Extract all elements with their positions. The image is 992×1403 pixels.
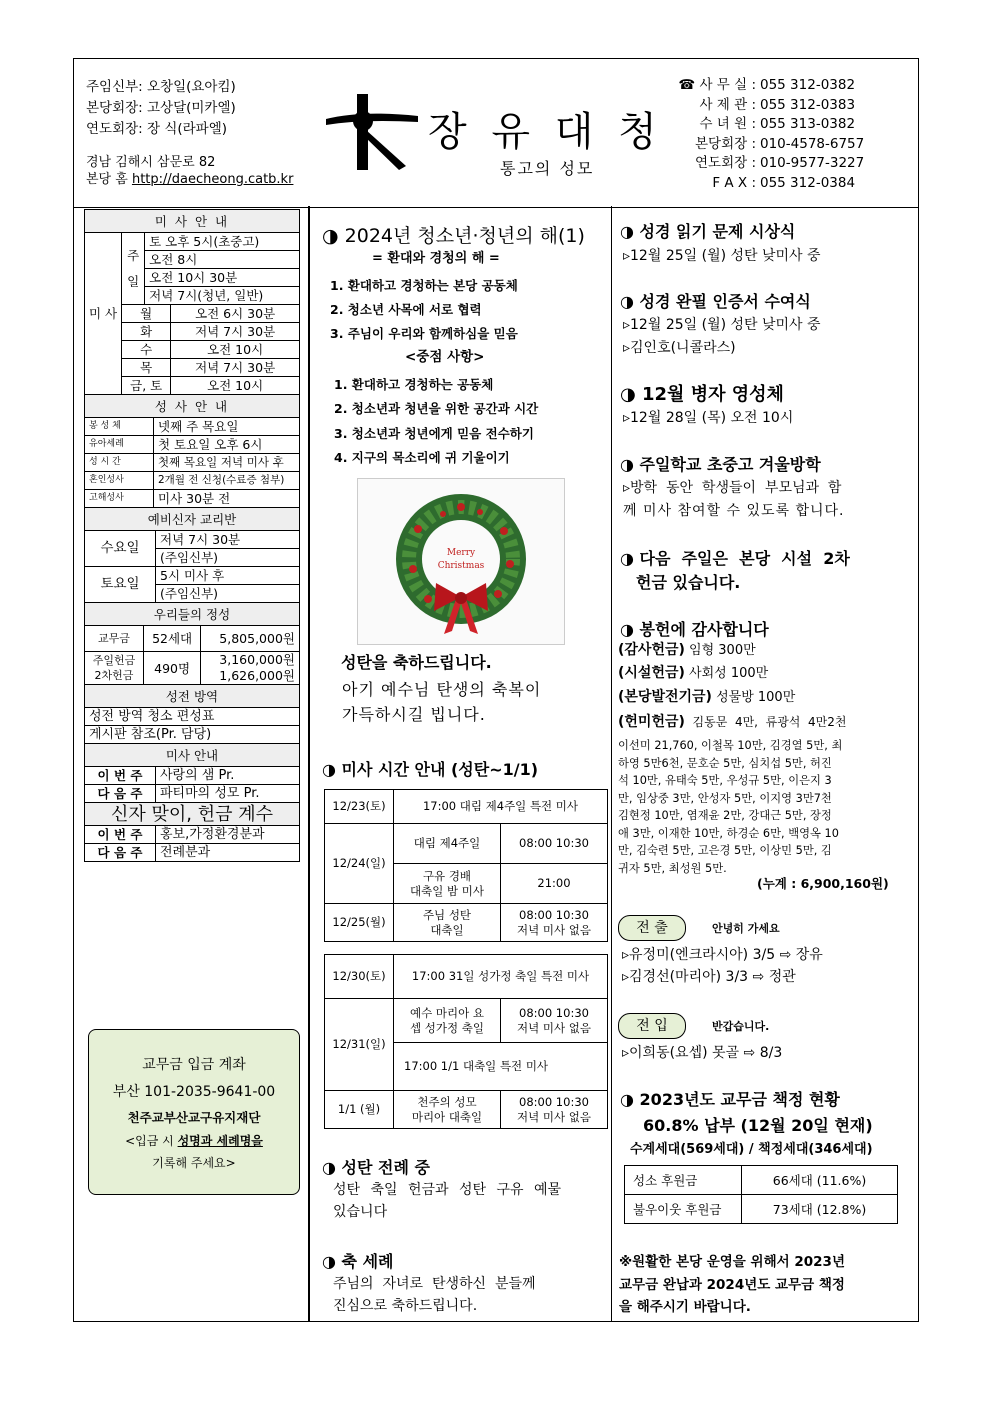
baptism-title-text: 축 세례: [341, 1252, 394, 1271]
mass-label: 미 사: [85, 233, 122, 395]
mt-time: 저녁 미사 없음: [517, 922, 591, 937]
mt-date: 1/1 (월): [325, 1091, 394, 1129]
thanks-row-3: [618, 688, 795, 707]
second-collection-title-2: 헌금 있습니다.: [636, 573, 741, 592]
baptism-title: [322, 1249, 394, 1272]
contact-value: 055 312-0384: [760, 174, 856, 191]
account-note-text: <입금 시: [125, 1134, 178, 1148]
contact-row: [650, 135, 864, 155]
dues-status-sub: 60.8% 납부 (12월 20일 현재): [643, 1116, 873, 1135]
parish-head-line: 본당회장: 고상달(미카엘): [86, 100, 236, 116]
offering-table: [84, 602, 300, 685]
wreath-icon: [358, 479, 564, 644]
thanks-label: (헌미헌금): [618, 714, 685, 730]
account-note: [89, 1132, 299, 1149]
half-circle-icon: ◑: [620, 1090, 634, 1109]
dues-status-title-text: 2023년도 교무금 책정 현황: [639, 1090, 840, 1109]
liturgy-line-1: 성탄 축일 헌금과 성탄 구유 예물: [333, 1182, 562, 1198]
bible-copy-title: [620, 289, 811, 312]
sacrament-table: [84, 394, 300, 508]
baptism-line-2: 진심으로 축하드립니다.: [333, 1298, 478, 1314]
col-divider-1: [308, 206, 310, 1322]
notice-line-2: 교무금 완납과 2024년도 교무금 책정: [619, 1277, 845, 1293]
thanks-value: 사회성 100만: [684, 666, 769, 681]
contact-row: [650, 96, 864, 116]
second-collection-title-text: 다음 주일은 본당 시설 2차: [639, 549, 850, 568]
xmas-greeting-line-2: 가득하시길 빕니다.: [342, 705, 486, 724]
bible-copy-title-text: 성경 완필 인증서 수여식: [639, 292, 811, 311]
liturgy-title-text: 성탄 전례 중: [341, 1158, 430, 1177]
focus-item-3: 3. 청소년과 청년에게 믿음 전수하기: [334, 426, 534, 441]
thanks-line: 하영 5만6천, 문호순 5만, 심치섭 5만, 허진: [618, 756, 832, 770]
transfer-out-badge: [618, 915, 686, 941]
parish-title: 장 유 대 청: [428, 109, 663, 155]
transfer-out-item-2: ▹김경선(마리아) 3/3 ⇨ 정관: [622, 969, 796, 985]
thanks-line: 김현정 10만, 염재윤 2만, 강대근 5만, 장정: [618, 809, 832, 822]
cross-logo-icon: [322, 92, 422, 172]
altar-line: 게시판 참조(Pr. 담당): [85, 726, 300, 744]
weekday-tue-time: 저녁 7시 30분: [171, 323, 300, 341]
thanks-total: (누계 : 6,900,160원): [757, 876, 889, 891]
notice-line-1: ※원활한 본당 운영을 위해서 2023년: [619, 1254, 845, 1270]
youth-year-title: [322, 221, 585, 248]
homepage-label: 본당 홈: [86, 172, 128, 187]
address-line: 경남 김해시 삼문로 82: [86, 155, 216, 170]
contact-list: [650, 76, 864, 193]
contact-value: 010-4578-6757: [760, 135, 865, 152]
half-circle-icon: ◑: [620, 455, 634, 474]
transfer-in-label: 전 입: [636, 1018, 668, 1034]
welcome-title: 신자 맞이, 헌금 계수: [85, 803, 300, 826]
focus-item-1: 1. 환대하고 경청하는 공동체: [334, 377, 494, 392]
offering-amount: 5,805,000원: [201, 626, 300, 652]
christmas-wreath-image: [357, 478, 565, 645]
thanks-list: [618, 737, 908, 877]
bible-quiz-line: ▹12월 25일 (월) 성탄 낮미사 중: [623, 248, 821, 264]
mt-desc: 구유 경배: [422, 868, 472, 883]
contact-value: 055 312-0383: [760, 96, 856, 113]
contact-label: 수 녀 원 :: [699, 116, 756, 132]
contact-label: 사 제 관 :: [699, 96, 756, 113]
thanks-line: 석 10만, 유태숙 5만, 우성규 5만, 이은지 3: [618, 774, 832, 787]
dues-status-sub2: 수계세대(569세대) / 책정세대(346세대): [630, 1142, 873, 1157]
mt-desc: 17:00 대림 제4주일 특전 미사: [394, 790, 608, 824]
support-value: 66세대 (11.6%): [742, 1166, 898, 1195]
account-number: 부산 101-2035-9641-00: [112, 1084, 276, 1100]
liturgy-line-2: 있습니다: [333, 1204, 388, 1220]
altar-table: [84, 684, 300, 744]
weekday-wed-time: 오전 10시: [171, 341, 300, 359]
bible-copy-line-1: ▹12월 25일 (월) 성탄 낮미사 중: [623, 317, 821, 333]
transfer-in-greet: 반갑습니다.: [712, 1020, 770, 1033]
support-name: 불우이웃 후원금: [625, 1195, 742, 1224]
mass-schedule-table: [84, 209, 300, 395]
mt-date: 12/30(토): [325, 955, 394, 999]
contact-row: [650, 76, 864, 96]
transfer-out-greet: 안녕히 가세요: [712, 922, 780, 935]
sunday-school-title: [620, 452, 821, 475]
mt-time: 저녁 미사 없음: [517, 1109, 591, 1124]
sacrament-name: 봉 성 체: [85, 418, 154, 436]
weekday-fri-sat: 금, 토: [122, 377, 171, 395]
youth-year-title-text: 2024년 청소년·청년의 해(1): [344, 225, 585, 247]
transfer-out-item-1: ▹유정미(엔크라시아) 3/5 ⇨ 장유: [622, 947, 823, 963]
mass-guide-label: 이 번 주: [85, 767, 156, 785]
sacrament-name: 혼인성사: [85, 472, 154, 490]
xmas-greeting-line-1: 아기 예수님 탄생의 축복이: [342, 680, 542, 699]
catechumen-title: 예비신자 교리반: [85, 508, 300, 531]
liturgy-title: [322, 1155, 430, 1178]
mt-desc: 마리아 대축일: [411, 1109, 483, 1124]
sacrament-value: 미사 30분 전: [154, 490, 300, 508]
account-note-bold: 성명과 세례명을: [177, 1134, 263, 1148]
baptism-line-1: 주님의 자녀로 탄생하신 분들께: [333, 1276, 536, 1292]
sick-communion-line: ▹12월 28일 (목) 오전 10시: [623, 410, 794, 426]
mt-time: 21:00: [501, 864, 608, 904]
support-name: 성소 후원금: [625, 1166, 742, 1195]
youth-year-item-2: 2. 청소년 사목에 서로 협력: [330, 302, 482, 317]
mt-desc: 셉 성가정 축일: [410, 1020, 484, 1035]
mt-time: 08:00 10:30: [519, 1094, 589, 1109]
welcome-table: [84, 802, 300, 862]
contact-value: 010-9577-3227: [760, 155, 865, 171]
offering-amount: 1,626,000원: [219, 668, 295, 683]
bible-copy-line-2: ▹김인호(니콜라스): [623, 340, 736, 356]
contact-row: [650, 154, 864, 174]
mt-desc: 17:00 31일 성가정 축일 특전 미사: [394, 955, 608, 999]
account-box: [88, 1029, 300, 1195]
mt-date: 12/31(일): [325, 999, 394, 1091]
sunday-label: 주 일: [122, 233, 145, 305]
sidebar: [84, 209, 300, 862]
homepage-line: [86, 170, 293, 189]
sacrament-value: 첫 토요일 오후 6시: [154, 436, 300, 454]
contact-label: 연도회장 :: [694, 155, 756, 171]
mt-desc: 주님 성탄: [422, 907, 472, 922]
mt-date: 12/23(토): [325, 790, 394, 824]
thanks-value: 성물방 100만: [711, 690, 796, 705]
thanks-line: 애 3만, 이재한 10만, 하경순 6만, 백영옥 10: [618, 826, 839, 840]
youth-year-item-1: 1. 환대하고 경청하는 본당 공동체: [330, 278, 518, 293]
contact-label: F A X :: [712, 174, 756, 191]
catechumen-v2: (주임신부): [156, 549, 300, 567]
contact-value: 055 313-0382: [760, 116, 856, 132]
mt-desc: 17:00 1/1 대축일 특전 미사: [394, 1043, 608, 1091]
contact-label: 본당회장 :: [694, 135, 756, 152]
sacrament-name: 고해성사: [85, 490, 154, 508]
offering-amount: 3,160,000원: [219, 652, 295, 667]
sacrament-name: 유아세례: [85, 436, 154, 454]
mass-info-title: 미 사 안 내: [85, 210, 300, 233]
mt-date: 12/24(일): [325, 824, 394, 904]
catechumen-day: 수요일: [85, 531, 156, 567]
altar-line: 성전 방역 청소 편성표: [85, 708, 300, 726]
welcome-label: 이 번 주: [85, 826, 156, 844]
thanks-row-4: [618, 713, 846, 732]
support-table: [624, 1165, 898, 1224]
welcome-value: 홍보,가정환경분과: [156, 826, 300, 844]
offering-count: 52세대: [144, 626, 201, 652]
mt-desc: 대축일: [430, 922, 464, 937]
col-divider-2: [611, 206, 612, 1322]
welcome-label: 다 음 주: [85, 844, 156, 862]
mt-desc: 예수 마리아 요: [410, 1005, 484, 1020]
thanks-label: (감사헌금): [618, 642, 685, 658]
homepage-link[interactable]: http://daecheong.catb.kr: [131, 172, 294, 187]
wreath-text-merry: Merry: [446, 548, 476, 558]
mt-desc: 대림 제4주일: [394, 824, 501, 864]
offering-thanks-title-text: 봉헌에 감사합니다: [639, 620, 769, 639]
mass-guide-label: 다 음 주: [85, 785, 156, 803]
notice-line-3: 을 해주시기 바랍니다.: [619, 1299, 751, 1315]
contact-value: 055 312-0382: [760, 77, 856, 93]
contact-label: ☎ 사 무 실 :: [678, 77, 756, 93]
catechumen-v2: (주임신부): [156, 585, 300, 603]
thanks-row-1: [618, 641, 756, 660]
mass-guide-table: [84, 743, 300, 803]
half-circle-icon: ◑: [620, 549, 634, 568]
mass-time-table-1: [324, 789, 608, 942]
account-holder: 천주교부산교구유지재단: [127, 1110, 261, 1125]
bible-quiz-title: [620, 219, 795, 242]
mass-time-table-2: [324, 954, 608, 1129]
mt-desc: 천주의 성모: [417, 1094, 477, 1109]
transfer-out-label: 전 출: [636, 920, 668, 936]
weekday-mon: 월: [122, 305, 171, 323]
thanks-line: 만, 김숙련 5만, 고은경 5만, 이상민 5만, 김: [618, 844, 832, 857]
transfer-in-item-1: ▹이희동(요셉) 못골 ⇨ 8/3: [622, 1045, 783, 1061]
thanks-label: (본당발전기금): [618, 689, 712, 705]
thanks-row-2: [618, 664, 768, 683]
transfer-in-badge: [618, 1013, 686, 1039]
offering-label: 교무금: [85, 626, 144, 652]
sacrament-value: 넷째 주 목요일: [154, 418, 300, 436]
thanks-line: 만, 임상중 3만, 안성자 5만, 이지영 3만7천: [618, 791, 832, 805]
xmas-greeting-title: 성탄을 축하드립니다.: [341, 653, 492, 672]
youth-year-sub: = 환대와 경청의 해 =: [372, 251, 500, 266]
sick-communion-title-text: 12월 병자 영성체: [642, 384, 784, 405]
elder-line: 연도회장: 장 식(라파엘): [86, 121, 228, 137]
mass-guide-title: 미사 안내: [85, 744, 300, 767]
sunday-time-0: 토 오후 5시(초중고): [145, 233, 300, 251]
weekday-wed: 수: [122, 341, 171, 359]
contact-row: [650, 174, 864, 194]
second-collection-title: [620, 546, 850, 569]
focus-item-2: 2. 청소년과 청년을 위한 공간과 시간: [334, 401, 539, 416]
half-circle-icon: ◑: [620, 292, 634, 311]
half-circle-icon: ◑: [322, 760, 336, 779]
account-note-2: 기록해 주세요>: [152, 1156, 236, 1170]
altar-title: 성전 방역: [85, 685, 300, 708]
sunday-school-title-text: 주일학교 초중고 겨울방학: [639, 455, 821, 474]
sacrament-title: 성 사 안 내: [85, 395, 300, 418]
welcome-value: 전례분과: [156, 844, 300, 862]
weekday-thu-time: 저녁 7시 30분: [171, 359, 300, 377]
mass-guide-value: 파티마의 성모 Pr.: [156, 785, 300, 803]
thanks-value: 임형 300만: [684, 643, 756, 658]
wreath-text-christmas: Christmas: [437, 561, 485, 571]
half-circle-icon: ◑: [620, 222, 634, 241]
mt-time: 08:00 10:30: [501, 824, 608, 864]
focus-title: <중점 사항>: [405, 349, 485, 365]
sunday-school-line-2: 께 미사 참여할 수 있도록 합니다.: [623, 503, 845, 519]
account-title: 교무금 입금 계좌: [142, 1057, 246, 1073]
sunday-school-line-1: ▹방학 동안 학생들이 부모님과 함: [623, 480, 842, 496]
sacrament-value: 첫째 목요일 저녁 미사 후: [154, 454, 300, 472]
weekday-tue: 화: [122, 323, 171, 341]
mt-time: 08:00 10:30: [519, 907, 589, 922]
mass-time-title: [322, 757, 538, 780]
thanks-label: (시설헌금): [618, 665, 685, 681]
dues-status-title: [620, 1087, 840, 1110]
mt-desc: 대축일 밤 미사: [410, 883, 484, 898]
catechumen-day: 토요일: [85, 567, 156, 603]
thanks-line: 이선미 21,760, 이철목 10만, 김경열 5만, 최: [618, 739, 843, 752]
weekday-mon-time: 오전 6시 30분: [171, 305, 300, 323]
parish-subtitle: 통고의 성모: [500, 159, 595, 178]
half-circle-icon: ◑: [322, 1158, 336, 1177]
mass-guide-value: 사랑의 샘 Pr.: [156, 767, 300, 785]
sunday-time-1: 오전 8시: [145, 251, 300, 269]
sunday-time-2: 오전 10시 30분: [145, 269, 300, 287]
mt-date: 12/25(월): [325, 904, 394, 942]
sunday-time-3: 저녁 7시(청년, 일반): [145, 287, 300, 305]
half-circle-icon: ◑: [620, 620, 634, 639]
half-circle-icon: ◑: [322, 225, 339, 247]
weekday-thu: 목: [122, 359, 171, 377]
catechumen-table: [84, 507, 300, 603]
half-circle-icon: ◑: [620, 384, 636, 405]
contact-row: [650, 115, 864, 135]
mt-time: 08:00 10:30: [519, 1005, 589, 1020]
bible-quiz-title-text: 성경 읽기 문제 시상식: [639, 222, 796, 241]
support-value: 73세대 (12.8%): [742, 1195, 898, 1224]
offering-title: 우리들의 정성: [85, 603, 300, 626]
focus-item-4: 4. 지구의 목소리에 귀 기울이기: [334, 450, 510, 465]
thanks-value: 김동문 4만, 류광석 4만2천: [684, 715, 847, 729]
half-circle-icon: ◑: [322, 1252, 336, 1271]
offering-label: 2차헌금: [94, 669, 134, 682]
offering-label: 주일헌금: [92, 654, 136, 667]
offering-count: 490명: [144, 652, 201, 685]
catechumen-v1: 저녁 7시 30분: [156, 531, 300, 549]
sick-communion-title: [620, 380, 784, 406]
mt-time: 저녁 미사 없음: [517, 1020, 591, 1035]
mass-time-title-text: 미사 시간 안내 (성탄~1/1): [341, 760, 539, 779]
weekday-fri-sat-time: 오전 10시: [171, 377, 300, 395]
sacrament-name: 성 시 간: [85, 454, 154, 472]
offering-thanks-title: [620, 617, 769, 640]
sacrament-value: 2개월 전 신청(수료증 첨부): [154, 472, 300, 490]
youth-year-item-3: 3. 주님이 우리와 함께하심을 믿음: [330, 326, 518, 341]
catechumen-v1: 5시 미사 후: [156, 567, 300, 585]
pastor-line: 주임신부: 오창일(요아킴): [86, 79, 236, 95]
thanks-line: 귀자 5만, 최성원 5만.: [618, 861, 727, 875]
